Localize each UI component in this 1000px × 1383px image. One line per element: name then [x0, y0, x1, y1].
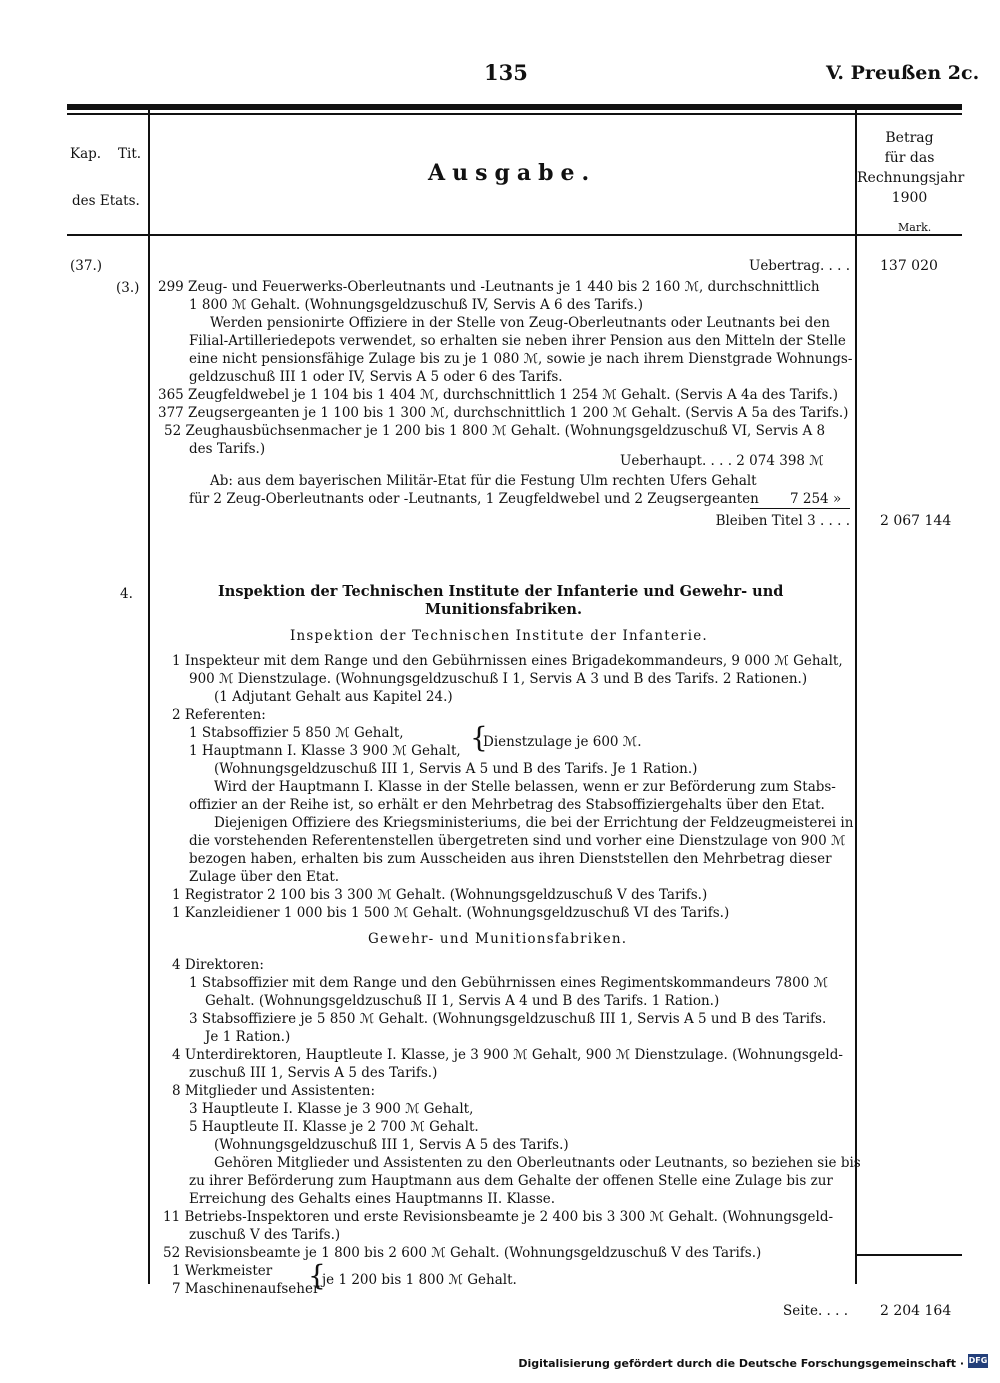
sum-rule [750, 508, 850, 509]
text-line: Wird der Hauptmann I. Klasse in der Stelle belassen, wenn er zur Beförderung zum Stabs- [214, 779, 836, 795]
dienstzulage-note: Dienstzulage je 600 ℳ. [483, 734, 642, 750]
seite-rule [857, 1254, 962, 1256]
text-line: bezogen haben, erhalten bis zum Ausscheiden aus ihren Dienststellen den Mehrbetrag dieser [189, 851, 832, 867]
text-line: 11 Betriebs-Inspektoren und erste Revisionsbeamte je 2 400 bis 3 300 ℳ Gehalt. (Wohnungsgeld- [163, 1209, 834, 1225]
text-line: zu ihrer Beförderung zum Hauptmann aus dem Gehalte der offenen Stelle eine Zulage bis zur [189, 1173, 833, 1189]
seite-label: Seite. . . . [782, 1303, 848, 1319]
amount-line: 1900 [891, 190, 928, 206]
text-line: 299 Zeug- und Feuerwerks-Oberleutnants und -Leutnants je 1 440 bis 2 160 ℳ, durchschnittlich [158, 279, 820, 295]
dfg-logo: DFG [968, 1354, 988, 1368]
text-line: 1 Hauptmann I. Klasse 3 900 ℳ Gehalt, [189, 743, 461, 759]
text-line: Erreichung des Gehalts eines Hauptmanns II. Klasse. [189, 1191, 556, 1207]
bleiben-label: Bleiben Titel 3 . . . . [715, 513, 850, 529]
tit-number: (3.) [116, 280, 140, 296]
text-line: 1 Werkmeister [172, 1263, 273, 1279]
text-line: Gehalt. (Wohnungsgeldzuschuß II 1, Servis A 4 und B des Tarifs. 1 Ration.) [205, 993, 720, 1009]
text-line: 3 Stabsoffiziere je 5 850 ℳ Gehalt. (Wohnungsgeldzuschuß III 1, Servis A 5 und B des Tarifs. [189, 1011, 827, 1027]
text-line: die vorstehenden Referentenstellen übergetreten sind und vorher eine Dienstzulage von 900 ℳ [189, 833, 846, 849]
column-divider-left [148, 104, 150, 1284]
state-heading: V. Preußen 2c. [826, 62, 980, 84]
text-line: 1 Stabsoffizier 5 850 ℳ Gehalt, [189, 725, 404, 741]
text-line: Diejenigen Offiziere des Kriegsministeriums, die bei der Errichtung der Feldzeugmeisterei in [214, 815, 854, 831]
text-line: Werden pensionirte Offiziere in der Stelle von Zeug-Oberleutnants oder Leutnants bei den [210, 315, 830, 331]
text-line: offizier an der Reihe ist, so erhält er den Mehrbetrag des Stabsoffiziergehalts über den Etat. [189, 797, 825, 813]
text-line: geldzuschuß III 1 oder IV, Servis A 5 oder 6 des Tarifs. [189, 369, 563, 385]
amount-header [857, 128, 965, 208]
text-line: 52 Zeughausbüchsenmacher je 1 200 bis 1 800 ℳ Gehalt. (Wohnungsgeldzuschuß VI, Servis A 8 [164, 423, 826, 439]
top-rule-thin [67, 113, 962, 115]
col-tit: Tit. [118, 146, 142, 162]
text-line: 900 ℳ Dienstzulage. (Wohnungsgeldzuschuß I 1, Servis A 3 und B des Tarifs. 2 Rationen.) [189, 671, 808, 687]
digitization-credit: Digitalisierung gefördert durch die Deutsche Forschungsgemeinschaft · [518, 1357, 964, 1370]
text-line: 4 Unterdirektoren, Hauptleute I. Klasse, je 3 900 ℳ Gehalt, 900 ℳ Dienstzulage. (Wohnungsgeld- [172, 1047, 843, 1063]
text-line: 5 Hauptleute II. Klasse je 2 700 ℳ Gehalt. [189, 1119, 479, 1135]
uebertrag-value: 137 020 [880, 258, 938, 274]
text-line: 1 Registrator 2 100 bis 3 300 ℳ Gehalt. (Wohnungsgeldzuschuß V des Tarifs.) [172, 887, 708, 903]
brace: { [308, 1259, 326, 1292]
text-line: zuschuß III 1, Servis A 5 des Tarifs.) [189, 1065, 438, 1081]
text-line: 1 Inspekteur mit dem Range und den Gebührnissen eines Brigadekommandeurs, 9 000 ℳ Gehalt, [172, 653, 843, 669]
uebertrag-label: Uebertrag. . . . [748, 258, 850, 274]
text-line: 8 Mitglieder und Assistenten: [172, 1083, 376, 1099]
header-rule [67, 234, 962, 236]
col-kap: Kap. [70, 146, 102, 162]
text-line: Gehören Mitglieder und Assistenten zu den Oberleutnants oder Leutnants, so beziehen sie bis [214, 1155, 861, 1171]
text-line: 2 Referenten: [172, 707, 266, 723]
text-line: 365 Zeugfeldwebel je 1 104 bis 1 404 ℳ, durchschnittlich 1 254 ℳ Gehalt. (Servis A 4a des Tarifs.) [158, 387, 839, 403]
text-line: (1 Adjutant Gehalt aus Kapitel 24.) [214, 689, 453, 705]
text-line: Zulage über den Etat. [189, 869, 340, 885]
ab-line: für 2 Zeug-Oberleutnants oder -Leutnants, 1 Zeugfeldwebel und 2 Zeugsergeanten [189, 491, 759, 507]
column-divider-right [855, 104, 857, 1284]
werk-note: je 1 200 bis 1 800 ℳ Gehalt. [322, 1272, 517, 1288]
tit-number-4: 4. [120, 586, 133, 602]
text-line: des Tarifs.) [189, 441, 266, 457]
ab-line: Ab: aus dem bayerischen Militär-Etat für die Festung Ulm rechten Ufers Gehalt [210, 473, 757, 489]
ueberhaupt-line: Ueberhaupt. . . . 2 074 398 ℳ [620, 453, 824, 469]
text-line: 52 Revisionsbeamte je 1 800 bis 2 600 ℳ Gehalt. (Wohnungsgeldzuschuß V des Tarifs.) [163, 1245, 762, 1261]
text-line: (Wohnungsgeldzuschuß III 1, Servis A 5 und B des Tarifs. Je 1 Ration.) [214, 761, 698, 777]
subsection-title: Gewehr- und Munitionsfabriken. [368, 931, 628, 947]
text-line: zuschuß V des Tarifs.) [189, 1227, 341, 1243]
text-line: 1 Kanzleidiener 1 000 bis 1 500 ℳ Gehalt. (Wohnungsgeldzuschuß VI des Tarifs.) [172, 905, 730, 921]
amount-line: für das [884, 150, 935, 166]
top-rule [67, 104, 962, 110]
text-line: 7 Maschinenaufseher [172, 1281, 320, 1297]
text-line: Filial-Artilleriedepots verwendet, so erhalten sie neben ihrer Pension aus den Mitteln der Stelle [189, 333, 846, 349]
table-title: Ausgabe. [428, 160, 597, 186]
text-line: 377 Zeugsergeanten je 1 100 bis 1 300 ℳ, durchschnittlich 1 200 ℳ Gehalt. (Servis A 5a des Tarifs.) [158, 405, 849, 421]
section-heading: Inspektion der Technischen Institute der Infanterie und Gewehr- und [218, 583, 784, 600]
subsection-title: Inspektion der Technischen Institute der Infanterie. [290, 628, 708, 644]
seite-value: 2 204 164 [880, 1303, 952, 1319]
page-number: 135 [484, 60, 528, 85]
text-line: 1 800 ℳ Gehalt. (Wohnungsgeldzuschuß IV, Servis A 6 des Tarifs.) [189, 297, 643, 313]
text-line: 1 Stabsoffizier mit dem Range und den Gebührnissen eines Regimentskommandeurs 7800 ℳ [189, 975, 829, 991]
col-etats: des Etats. [72, 193, 140, 209]
text-line: Je 1 Ration.) [205, 1029, 291, 1045]
amount-line: Rechnungsjahr [857, 170, 965, 186]
section-heading: Munitionsfabriken. [425, 601, 583, 618]
unit-label: Mark. [898, 221, 932, 234]
text-line: (Wohnungsgeldzuschuß III 1, Servis A 5 des Tarifs.) [214, 1137, 569, 1153]
text-line: eine nicht pensionsfähige Zulage bis zu je 1 080 ℳ, sowie je nach ihrem Dienstgrade Wohnungs- [189, 351, 853, 367]
text-line: 4 Direktoren: [172, 957, 264, 973]
ab-value: 7 254 » [790, 491, 842, 507]
bleiben-value: 2 067 144 [880, 513, 952, 529]
text-line: 3 Hauptleute I. Klasse je 3 900 ℳ Gehalt, [189, 1101, 474, 1117]
brace: { [470, 721, 488, 754]
amount-line: Betrag [885, 130, 934, 146]
kap-number: (37.) [70, 258, 103, 274]
